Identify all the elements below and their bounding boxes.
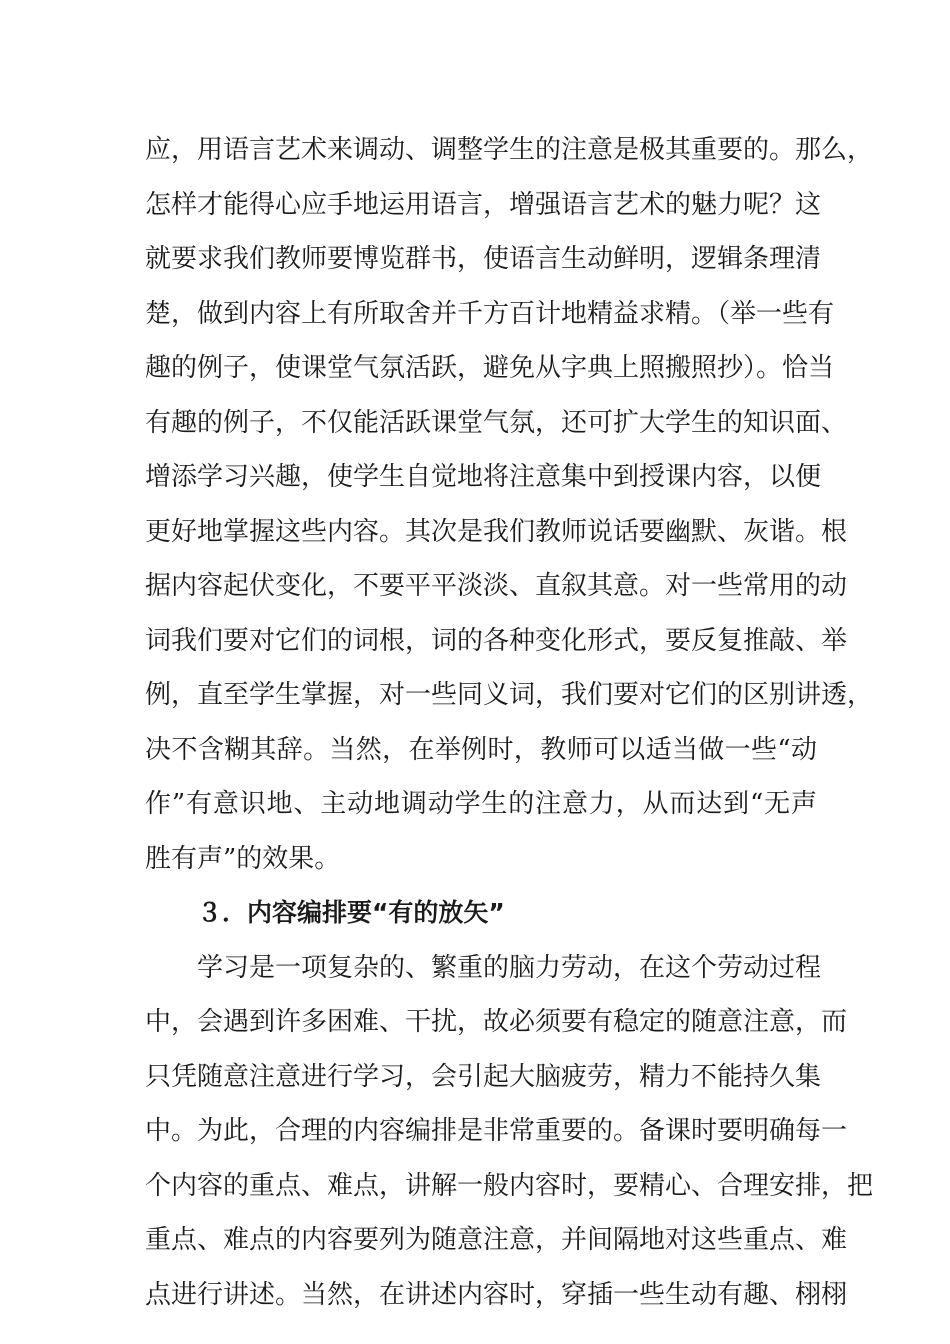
text-line: 只凭随意注意进行学习，会引起大脑疲劳，精力不能持久集 (145, 1061, 822, 1092)
body-text (145, 123, 874, 1322)
text-line: 据内容起伏变化，不要平平淡淡、直叙其意。对一些常用的动 (145, 571, 848, 601)
text-line: 决不含糊其辞。当然，在举例时，教师可以适当做一些“动 (145, 734, 817, 765)
text-line: 就要求我们教师要博览群书，使语言生动鲜明，逻辑条理清 (145, 244, 822, 274)
text-line: 趣的例子，使课堂气氛活跃，避免从字典上照搬照抄）。恰当 (145, 353, 835, 383)
text-line: 中。为此，合理的内容编排是非常重要的。备课时要明确每一 (145, 1116, 848, 1146)
text-line: 中，会遇到许多困难、干扰，故必须要有稳定的随意注意，而 (145, 1007, 848, 1037)
paragraph-2 (145, 941, 874, 1323)
text-line: 作”有意识地、主动地调动学生的注意力，从而达到“无声 (145, 789, 817, 819)
text-line: 怎样才能得心应手地运用语言，增强语言艺术的魅力呢？这 (145, 189, 822, 220)
text-line: 词我们要对它们的词根，词的各种变化形式，要反复推敲、举 (145, 625, 848, 656)
text-line: 应，用语言艺术来调动、调整学生的注意是极其重要的。那么， (145, 135, 874, 165)
text-line: 个内容的重点、难点，讲解一般内容时，要精心、合理安排，把 (145, 1170, 874, 1201)
text-line: 重点、难点的内容要列为随意注意，并间隔地对这些重点、难 (145, 1225, 848, 1255)
text-line: 例，直至学生掌握，对一些同义词，我们要对它们的区别讲透， (145, 680, 874, 710)
paragraph-1 (145, 123, 874, 886)
text-line: 楚，做到内容上有所取舍并千方百计地精益求精。（举一些有 (145, 298, 835, 329)
section-heading: ３．内容编排要“有的放矢” (197, 898, 505, 927)
text-line: 增添学习兴趣，使学生自觉地将注意集中到授课内容，以便 (145, 462, 822, 492)
text-line: 点进行讲述。当然，在讲述内容时，穿插一些生动有趣、栩栩 (145, 1279, 848, 1310)
text-line: 学习是一项复杂的、繁重的脑力劳动，在这个劳动过程 (197, 952, 822, 983)
text-line: 更好地掌握这些内容。其次是我们教师说话要幽默、灰谐。根 (145, 516, 848, 547)
text-line: 胜有声”的效果。 (145, 843, 341, 874)
text-line: 有趣的例子，不仅能活跃课堂气氛，还可扩大学生的知识面、 (145, 407, 848, 438)
